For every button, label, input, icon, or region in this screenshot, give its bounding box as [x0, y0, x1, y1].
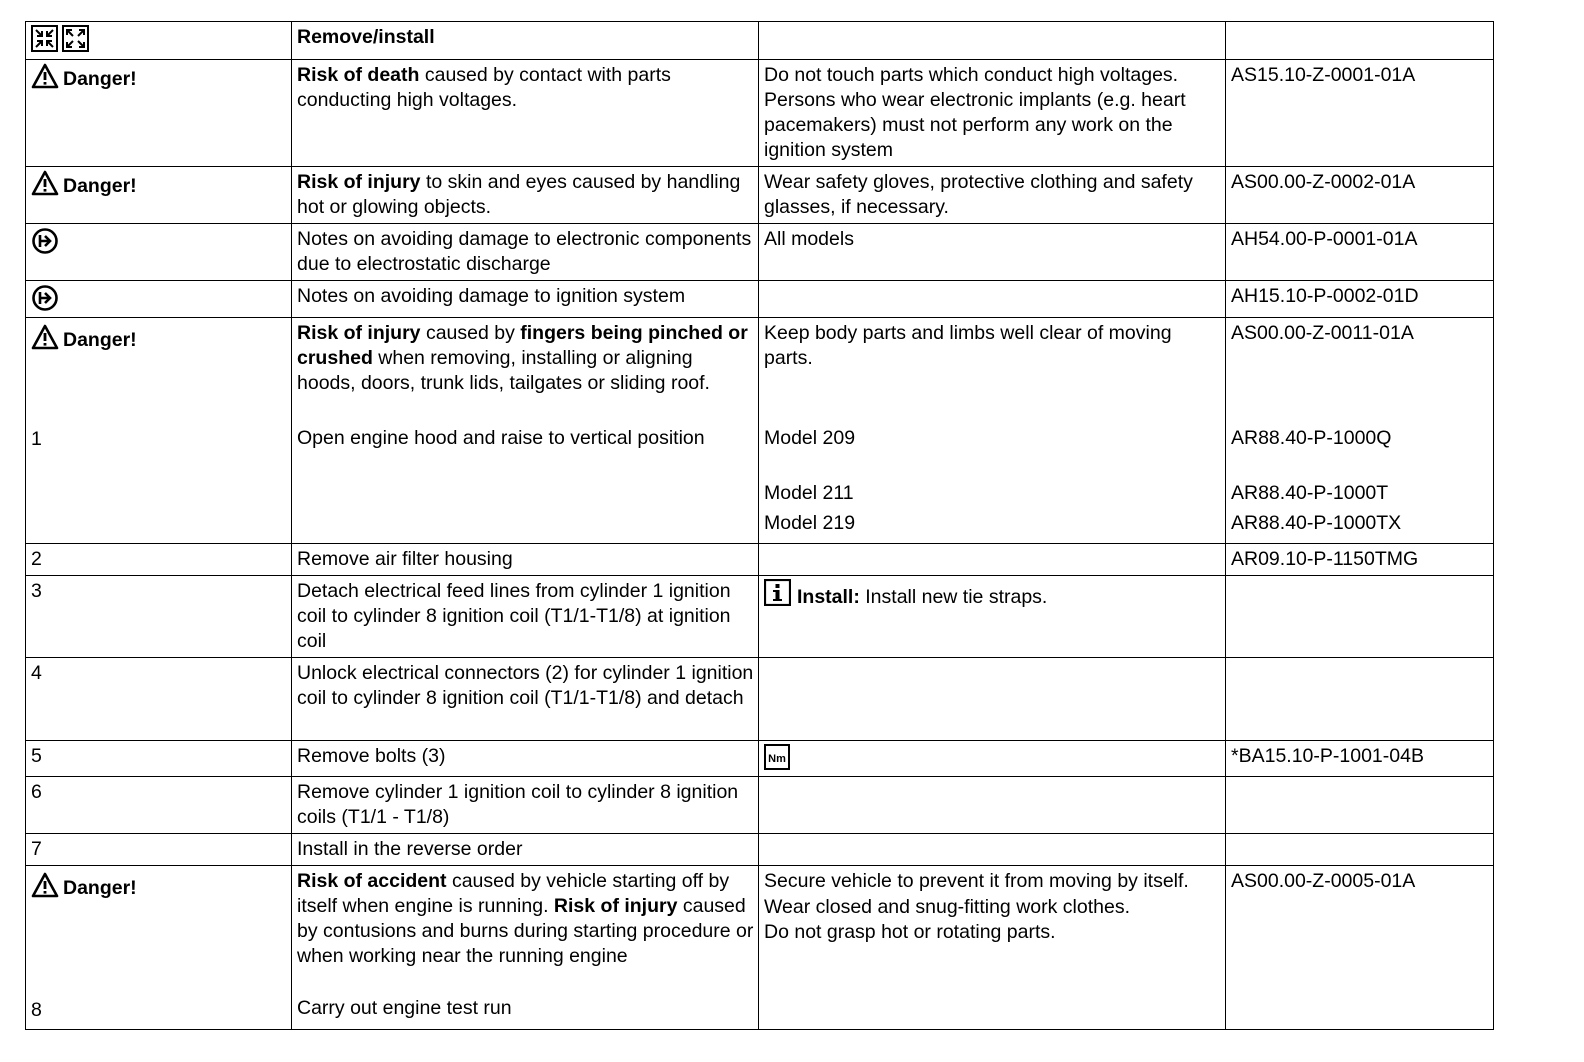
step-number: 6 [26, 777, 292, 834]
danger-cell [26, 60, 292, 167]
reference-link[interactable]: AH54.00-P-0001-01A [1226, 224, 1494, 281]
reference-link[interactable]: AR88.40-P-1000Q [1231, 427, 1392, 449]
install-label: Install: [797, 586, 860, 608]
step-text: Carry out engine test run [297, 997, 512, 1019]
risk-heading: Risk of injury [297, 322, 421, 344]
safety-note: Wear closed and snug-fitting work clothes. [764, 896, 1130, 918]
table-row [26, 544, 1494, 576]
procedure-table [25, 21, 1494, 1030]
danger-step-cell [26, 866, 292, 1030]
note-cell [759, 777, 1226, 834]
step-number: 1 [31, 428, 42, 450]
instruction-cell [292, 60, 759, 167]
model-label: Model 211 [764, 482, 854, 504]
danger-step-cell [26, 318, 292, 544]
risk-emphasis: fingers being pinched or crushed [297, 322, 748, 369]
risk-text: to skin and eyes caused by handling hot or glowing objects. [297, 171, 741, 218]
reference-link[interactable]: AR88.40-P-1000T [1231, 482, 1389, 504]
instruction-cell [292, 167, 759, 224]
notice-circle-icon [31, 284, 59, 312]
instruction-cell: Remove bolts (3) [292, 741, 759, 777]
safety-note: Keep body parts and limbs well clear of moving parts. [764, 322, 1172, 369]
nm-text: Nm [768, 753, 786, 765]
risk-heading: Risk of accident [297, 870, 447, 892]
table-row [26, 60, 1494, 167]
remove-icon [31, 25, 58, 52]
info-icon [764, 579, 791, 606]
reference-cell [1226, 658, 1494, 741]
warning-triangle-icon [31, 170, 59, 196]
note-cell [759, 834, 1226, 866]
header-empty [1226, 22, 1494, 60]
instruction-cell: Notes on avoiding damage to ignition system [292, 281, 759, 318]
warning-triangle-icon [31, 63, 59, 89]
danger-label: Danger! [63, 68, 137, 90]
warning-triangle-icon [31, 872, 59, 898]
instruction-cell: Remove air filter housing [292, 544, 759, 576]
reference-link[interactable]: AS00.00-Z-0002-01A [1226, 167, 1494, 224]
risk-heading: Risk of injury [297, 171, 421, 193]
note-cell [759, 318, 1226, 544]
instruction-cell: Detach electrical feed lines from cylinder 1 ignition coil to cylinder 8 ignition coil (T1/1-T1/8) at ignition coil [292, 576, 759, 658]
table-row [26, 167, 1494, 224]
reference-link[interactable]: AS00.00-Z-0011-01A [1231, 322, 1414, 344]
table-row [26, 777, 1494, 834]
instruction-cell: Notes on avoiding damage to electronic components due to electrostatic discharge [292, 224, 759, 281]
table-row [26, 576, 1494, 658]
table-row [26, 318, 1494, 544]
reference-link[interactable]: AS15.10-Z-0001-01A [1226, 60, 1494, 167]
reference-link[interactable]: AS00.00-Z-0005-01A [1226, 866, 1494, 1030]
reference-cell [1226, 834, 1494, 866]
header-empty [759, 22, 1226, 60]
table-row [26, 866, 1494, 1030]
notice-cell [26, 224, 292, 281]
note-cell [759, 866, 1226, 1030]
step-number: 8 [31, 999, 42, 1021]
risk-text: caused by [420, 322, 521, 344]
note-cell [759, 544, 1226, 576]
step-text: Open engine hood and raise to vertical position [297, 427, 705, 449]
reference-link[interactable]: AH15.10-P-0002-01D [1226, 281, 1494, 318]
note-cell [759, 741, 1226, 777]
risk-heading: Risk of death [297, 64, 420, 86]
danger-label: Danger! [63, 877, 137, 899]
risk-text: caused by vehicle starting off by itself when engine is running. [297, 870, 730, 917]
reference-cell [1226, 777, 1494, 834]
table-row [26, 22, 1494, 60]
note-cell: Do not touch parts which conduct high voltages. Persons who wear electronic implants (e.g. heart pacemakers) must not perform any work on the ignition system [759, 60, 1226, 167]
note-cell [759, 281, 1226, 318]
model-label: Model 209 [764, 427, 856, 449]
table-row [26, 741, 1494, 777]
table-row [26, 224, 1494, 281]
step-number: 4 [26, 658, 292, 741]
reference-cell [1226, 318, 1494, 544]
risk-heading: Risk of injury [553, 895, 678, 917]
reference-link[interactable]: AR88.40-P-1000TX [1231, 512, 1402, 534]
step-number: 5 [26, 741, 292, 777]
danger-label: Danger! [63, 175, 137, 197]
note-cell [759, 576, 1226, 658]
instruction-cell [292, 318, 759, 544]
header-title: Remove/install [292, 22, 759, 60]
reference-link[interactable]: AR09.10-P-1150TMG [1226, 544, 1494, 576]
instruction-cell: Remove cylinder 1 ignition coil to cylinder 8 ignition coils (T1/1 - T1/8) [292, 777, 759, 834]
table-row [26, 834, 1494, 866]
step-number: 7 [26, 834, 292, 866]
step-number: 3 [26, 576, 292, 658]
install-icon [62, 25, 89, 52]
reference-cell [1226, 576, 1494, 658]
warning-triangle-icon [31, 324, 59, 350]
risk-text: caused by contusions and burns during starting procedure or when working near the running engine [297, 895, 754, 967]
danger-cell [26, 167, 292, 224]
model-label: Model 219 [764, 512, 856, 534]
notice-cell [26, 281, 292, 318]
instruction-cell [292, 866, 759, 1030]
reference-link[interactable]: *BA15.10-P-1001-04B [1226, 741, 1494, 777]
note-cell: All models [759, 224, 1226, 281]
table-row [26, 658, 1494, 741]
note-cell: Wear safety gloves, protective clothing and safety glasses, if necessary. [759, 167, 1226, 224]
instruction-cell: Unlock electrical connectors (2) for cylinder 1 ignition coil to cylinder 8 ignition coil (T1/1-T1/8) and detach [292, 658, 759, 741]
danger-label: Danger! [63, 329, 137, 351]
table-row [26, 281, 1494, 318]
risk-text: caused by contact with parts conducting high voltages. [297, 64, 671, 111]
instruction-cell: Install in the reverse order [292, 834, 759, 866]
torque-nm-icon[interactable] [764, 744, 790, 770]
header-icons-cell [26, 22, 292, 60]
notice-circle-icon [31, 227, 59, 255]
note-cell [759, 658, 1226, 741]
safety-note: Secure vehicle to prevent it from moving by itself. [764, 870, 1189, 892]
safety-note: Do not grasp hot or rotating parts. [764, 921, 1056, 943]
risk-text: when removing, installing or aligning hoods, doors, trunk lids, tailgates or sliding roof. [297, 347, 710, 394]
step-number: 2 [26, 544, 292, 576]
install-note: Install new tie straps. [859, 586, 1048, 608]
